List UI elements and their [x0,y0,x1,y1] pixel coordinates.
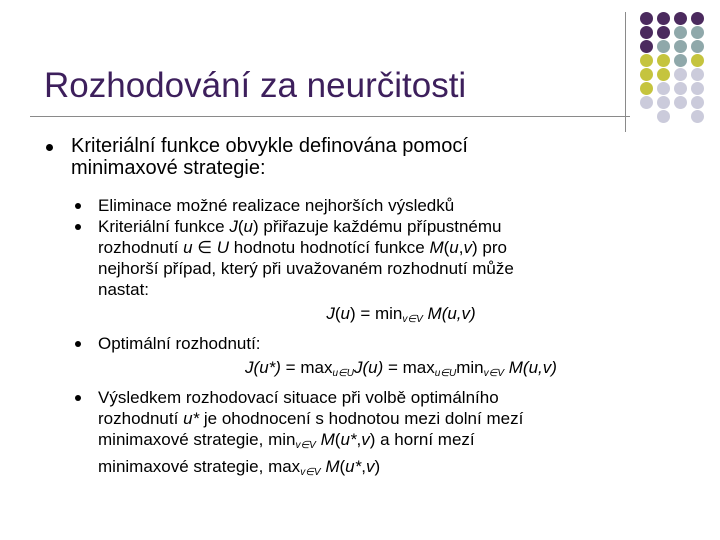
decor-dot [640,54,653,67]
symbol-u: u [183,238,193,257]
text: ( [237,217,244,236]
decor-dot [674,68,687,81]
symbol-j: J [229,217,238,236]
text: minimaxové strategie, min [98,430,296,449]
symbol-m: M [325,457,340,476]
text: minimaxové strategie, max [98,457,301,476]
title-underline [30,116,630,117]
text-line [98,408,704,429]
text: ( [339,457,346,476]
sub-bullet-criterion-definition [73,216,704,333]
subscript: v∈V [295,440,316,451]
corner-vertical-line [625,12,626,132]
decor-dot [691,26,704,39]
slide-content [44,135,704,483]
subscript: v∈V [483,368,505,379]
bullet-dot-icon [75,395,81,401]
text: ( [334,304,341,323]
sub-bullet-result [73,387,704,483]
sub-bullet-elimination [73,195,704,216]
text: rozhodnutí [98,238,184,257]
decor-dot [640,26,653,39]
decor-dot [657,110,670,123]
symbol-u: u [449,238,459,257]
text: = max [383,358,435,377]
decor-dot [691,110,704,123]
bullet-dot-icon [46,144,53,151]
symbol-ustar: u* [345,457,362,476]
subscript: v∈V [402,314,423,325]
decor-dot [691,40,704,53]
decor-dot [691,12,704,25]
formula-optimal [98,354,704,387]
text-line: Výsledkem rozhodovací situace při volbě optimálního [98,388,499,407]
text: hodnotu hodnotící funkce [229,238,430,257]
bullet-dot-icon [75,203,81,209]
symbol-v: v [361,430,370,449]
symbol-m: M [320,430,335,449]
decor-dot [674,54,687,67]
subscript: u∈U [332,368,354,379]
text: ) = min [349,304,403,323]
sub-bullet-list [73,195,704,483]
bullet-line: minimaxové strategie: [71,157,266,179]
bullet-dot-icon [75,224,81,230]
symbol-set-u: U [216,238,230,257]
decor-dot [691,96,704,109]
decor-dot [657,96,670,109]
decor-dot [674,82,687,95]
bullet-dot-icon [75,341,81,347]
sub-bullet-text: Eliminace možné realizace nejhorších výsledků [98,196,455,215]
symbol-m: M [427,304,442,323]
subscript: v∈V [300,467,321,478]
decor-dot [674,26,687,39]
decor-dot [640,40,653,53]
decor-dot [691,68,704,81]
text: Kriteriální funkce [98,217,230,236]
decor-dot [691,54,704,67]
text: , [458,238,464,257]
symbol-j-u: J(u) [353,358,384,377]
subscript: u∈U [434,368,457,379]
text: = max [280,358,333,377]
decor-dot [640,68,653,81]
decor-dot [674,12,687,25]
decor-dot [674,40,687,53]
text: ) [374,457,381,476]
text-line [98,216,704,237]
decor-dot [657,54,670,67]
text: ( [443,238,450,257]
text-line [98,237,704,258]
decor-dot [691,82,704,95]
symbol-u: u [340,304,350,323]
arguments: (u,v) [441,304,476,323]
text-line [98,429,704,456]
text: ( [334,430,341,449]
decor-dot [640,96,653,109]
text-line: Optimální rozhodnutí: [98,334,261,353]
text: ) a horní mezí [369,430,475,449]
decor-dot [640,82,653,95]
sub-bullet-optimal-decision [73,333,704,387]
bullet-line: Kriteriální funkce obvykle definována pomocí [71,135,468,157]
decor-dot [657,82,670,95]
text-line [98,456,704,483]
decor-dot [657,40,670,53]
text-line: nastat: [98,280,150,299]
symbol-j: J [326,304,335,323]
symbol-ustar: u* [340,430,357,449]
symbol-v: v [365,457,375,476]
slide-title: Rozhodování za neurčitosti [44,66,467,105]
element-of-symbol: ∈ [192,238,217,257]
decorative-dot-grid [636,12,720,124]
symbol-m-uv: M(u,v) [508,358,557,377]
text: ) pro [472,238,507,257]
decor-dot [657,26,670,39]
text: je ohodnocení s hodnotou mezi dolní mezí [199,409,524,428]
decor-dot [674,96,687,109]
decor-dot [657,68,670,81]
symbol-v: v [463,238,472,257]
text: min [456,358,484,377]
bullet-criterion-function [44,135,704,179]
text: , [361,457,366,476]
decor-dot [657,12,670,25]
text: ) přiřazuje každému přípustnému [252,217,502,236]
formula-criterion [98,300,704,333]
symbol-j-ustar: J(u*) [245,358,281,377]
symbol-m: M [429,238,444,257]
text: rozhodnutí [98,409,184,428]
text: , [356,430,362,449]
decor-dot [640,12,653,25]
symbol-ustar: u* [183,409,200,428]
symbol-u: u [243,217,253,236]
text-line: nejhorší případ, který při uvažovaném rozhodnutí může [98,259,514,278]
